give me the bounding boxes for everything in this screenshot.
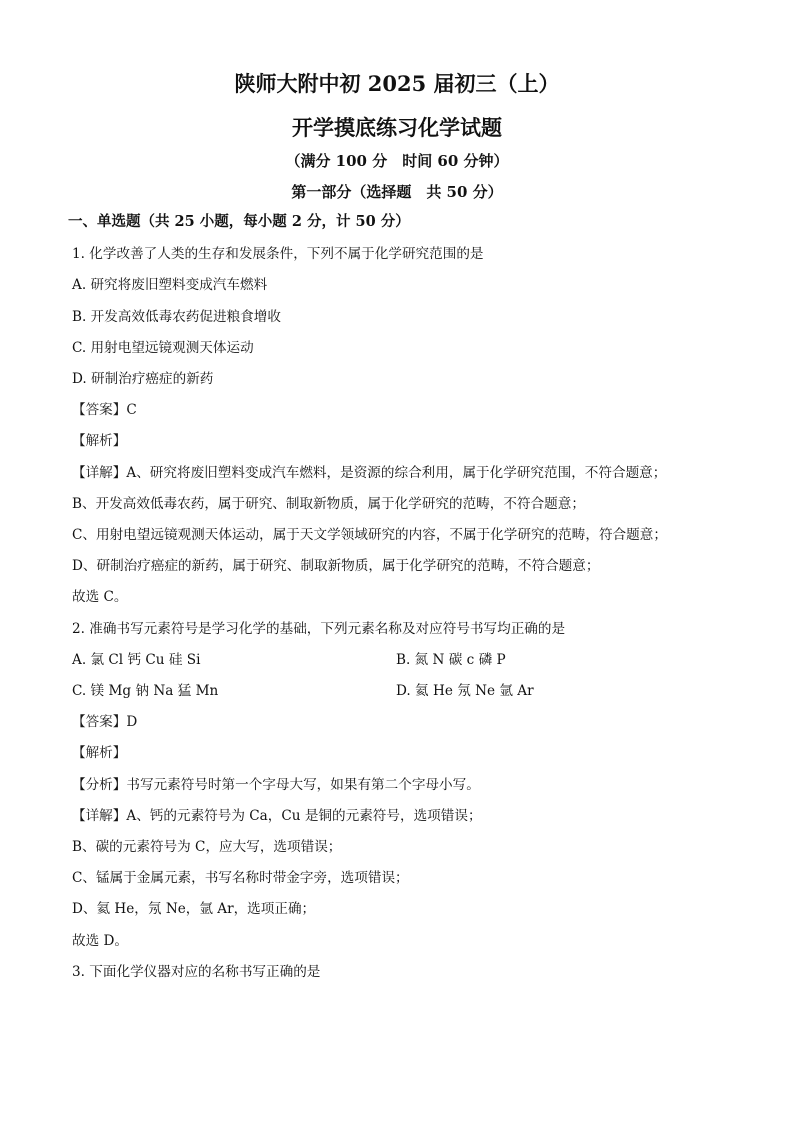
q1-answer: 【答案】C — [72, 402, 137, 418]
q2-detail-c: C、锰属于金属元素，书写名称时带金字旁，选项错误； — [72, 870, 409, 886]
q2-fenxi: 【分析】书写元素符号时第一个字母大写，如果有第二个字母小写。 — [72, 777, 480, 793]
q1-detail-a: 【详解】A、研究将废旧塑料变成汽车燃料，是资源的综合利用，属于化学研究范围，不符合题意； — [72, 465, 667, 481]
q3-stem: 3. 下面化学仪器对应的名称书写正确的是 — [72, 964, 321, 980]
q2-option-c: C. 镁 Mg 钠 Na 猛 Mn — [72, 683, 219, 699]
q2-detail-d: D、氦 He，氖 Ne，氩 Ar，选项正确； — [72, 901, 316, 917]
q1-option-c: C. 用射电望远镜观测天体运动 — [72, 340, 254, 356]
q2-option-a: A. 氯 Cl 钙 Cu 硅 Si — [72, 652, 201, 668]
q1-option-a: A. 研究将废旧塑料变成汽车燃料 — [72, 277, 268, 293]
q2-detail-a: 【详解】A、钙的元素符号为 Ca，Cu 是铜的元素符号，选项错误； — [72, 808, 482, 824]
q2-analysis-label: 【解析】 — [72, 745, 127, 761]
exam-info: （满分 100 分 时间 60 分钟） — [285, 152, 509, 170]
exam-title-line2: 开学摸底练习化学试题 — [292, 115, 502, 140]
q2-conclusion: 故选 D。 — [72, 933, 129, 949]
section-heading: 一、单选题（共 25 小题，每小题 2 分，计 50 分） — [68, 213, 410, 230]
q1-detail-c: C、用射电望远镜观测天体运动，属于天文学领域研究的内容，不属于化学研究的范畴，符合题意； — [72, 527, 667, 543]
part-heading: 第一部分（选择题 共 50 分） — [291, 183, 503, 201]
q1-detail-b: B、开发高效低毒农药，属于研究、制取新物质，属于化学研究的范畴，不符合题意； — [72, 496, 585, 512]
exam-title-line1: 陕师大附中初 2025 届初三（上） — [234, 71, 560, 96]
q1-conclusion: 故选 C。 — [72, 589, 128, 605]
q1-analysis-label: 【解析】 — [72, 433, 127, 449]
q2-detail-b: B、碳的元素符号为 C，应大写，选项错误； — [72, 839, 342, 855]
q1-detail-d: D、研制治疗癌症的新药，属于研究、制取新物质，属于化学研究的范畴，不符合题意； — [72, 558, 600, 574]
q1-option-d: D. 研制治疗癌症的新药 — [72, 371, 214, 387]
q1-stem: 1. 化学改善了人类的生存和发展条件，下列不属于化学研究范围的是 — [72, 246, 484, 262]
q2-answer: 【答案】D — [72, 714, 138, 730]
q1-option-b: B. 开发高效低毒农药促进粮食增收 — [72, 309, 281, 325]
q2-option-d: D. 氦 He 氖 Ne 氩 Ar — [396, 683, 534, 699]
q2-option-b: B. 氮 N 碳 c 磷 P — [396, 652, 506, 668]
q2-stem: 2. 准确书写元素符号是学习化学的基础，下列元素名称及对应符号书写均正确的是 — [72, 621, 566, 637]
